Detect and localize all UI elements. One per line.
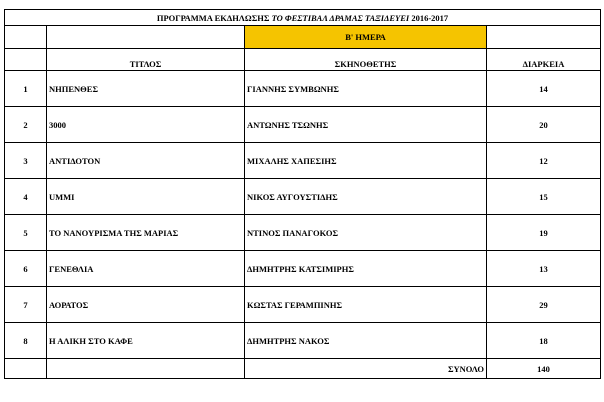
row-director: ΝΙΚΟΣ ΑΥΓΟΥΣΤΙΔΗΣ	[245, 179, 487, 215]
total-row	[5, 359, 601, 379]
header-duration: ΔΙΑΡΚΕΙΑ	[487, 49, 601, 71]
row-number: 3	[5, 143, 47, 179]
row-title: Η ΑΛΙΚΗ ΣΤΟ ΚΑΦΕ	[47, 323, 245, 359]
total-label: ΣΥΝΟΛΟ	[245, 359, 487, 379]
day-label: Β' ΗΜΕΡΑ	[245, 26, 487, 49]
table-row	[5, 107, 601, 143]
row-duration: 19	[487, 215, 601, 251]
row-duration: 15	[487, 179, 601, 215]
row-duration: 13	[487, 251, 601, 287]
row-duration: 14	[487, 71, 601, 107]
program-title	[5, 10, 601, 26]
table-row	[5, 251, 601, 287]
row-duration: 20	[487, 107, 601, 143]
row-number: 8	[5, 323, 47, 359]
table-row	[5, 215, 601, 251]
header-director: ΣΚΗΝΟΘΕΤΗΣ	[245, 49, 487, 71]
row-number: 5	[5, 215, 47, 251]
row-title: ΝΗΠΕΝΘΕΣ	[47, 71, 245, 107]
row-title: ΑΝΤΙΔΟΤΟΝ	[47, 143, 245, 179]
title-years: 2016-2017	[411, 12, 449, 23]
row-title: ΤΟ ΝΑΝΟΥΡΙΣΜΑ ΤΗΣ ΜΑΡΙΑΣ	[47, 215, 245, 251]
row-title: ΑΟΡΑΤΟΣ	[47, 287, 245, 323]
row-number: 4	[5, 179, 47, 215]
row-director: ΑΝΤΩΝΗΣ ΤΣΩΝΗΣ	[245, 107, 487, 143]
total-blank-num	[5, 359, 47, 379]
title-italic: ΤΟ ΦΕΣΤΙΒΑΛ ΔΡΑΜΑΣ ΤΑΞΙΔΕΥΕΙ	[271, 12, 410, 23]
day-blank-duration	[487, 26, 601, 49]
row-duration: 29	[487, 287, 601, 323]
row-duration: 18	[487, 323, 601, 359]
title-plain: ΠΡΟΓΡΑΜΜΑ ΕΚΔΗΛΩΣΗΣ	[156, 12, 270, 23]
table-row	[5, 287, 601, 323]
row-director: ΓΙΑΝΝΗΣ ΣΥΜΒΩΝΗΣ	[245, 71, 487, 107]
row-number: 7	[5, 287, 47, 323]
row-number: 6	[5, 251, 47, 287]
header-row	[5, 49, 601, 71]
row-duration: 12	[487, 143, 601, 179]
table-row	[5, 71, 601, 107]
row-title: UMMI	[47, 179, 245, 215]
row-director: ΚΩΣΤΑΣ ΓΕΡΑΜΠΙΝΗΣ	[245, 287, 487, 323]
table-row	[5, 323, 601, 359]
total-blank-title	[47, 359, 245, 379]
header-num	[5, 49, 47, 71]
day-row	[5, 26, 601, 49]
table-row	[5, 143, 601, 179]
program-table	[4, 9, 601, 379]
row-number: 2	[5, 107, 47, 143]
day-blank-num	[5, 26, 47, 49]
row-director: ΔΗΜΗΤΡΗΣ ΚΑΤΣΙΜΙΡΗΣ	[245, 251, 487, 287]
title-row	[5, 10, 601, 26]
header-title: ΤΙΤΛΟΣ	[47, 49, 245, 71]
row-director: ΝΤΙΝΟΣ ΠΑΝΑΓΟΚΟΣ	[245, 215, 487, 251]
total-value: 140	[487, 359, 601, 379]
row-director: ΔΗΜΗΤΡΗΣ ΝΑΚΟΣ	[245, 323, 487, 359]
row-number: 1	[5, 71, 47, 107]
row-title: 3000	[47, 107, 245, 143]
row-title: ΓΕΝΕΘΛΙΑ	[47, 251, 245, 287]
table-row	[5, 179, 601, 215]
day-blank-title	[47, 26, 245, 49]
row-director: ΜΙΧΑΛΗΣ ΧΑΠΕΣΙΗΣ	[245, 143, 487, 179]
